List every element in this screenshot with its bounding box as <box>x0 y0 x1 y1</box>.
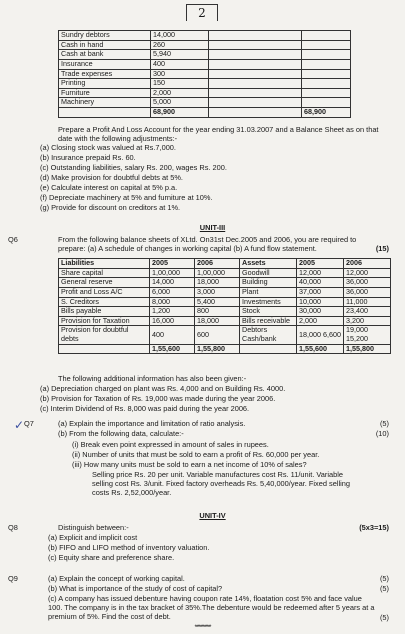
bs-cell: 12,000 <box>344 268 391 278</box>
q6-info-item: (a) Depreciation charged on plant was Rs. 4,000 and on Building Rs. 4000. <box>40 384 286 393</box>
bs-cell: Investments <box>240 297 297 307</box>
tb-credit-cell <box>302 59 351 69</box>
q5-adjustment-item: (b) Insurance prepaid Rs. 60. <box>40 153 136 162</box>
q5-adjustment-item: (f) Depreciate machinery at 5% and furniture at 10%. <box>40 193 213 202</box>
bs-total-cell: 1,55,600 <box>297 344 344 354</box>
tb-debit-cell: 260 <box>151 40 209 50</box>
bs-cell: Bills payable <box>59 307 150 317</box>
tb-debit-cell: 150 <box>151 79 209 89</box>
bs-cell: Stock <box>240 307 297 317</box>
tb-debit-cell: 2,000 <box>151 88 209 98</box>
bs-total-cell: 1,55,600 <box>150 344 195 354</box>
tb-debit-cell: 5,000 <box>151 98 209 108</box>
bs-cell: Plant <box>240 287 297 297</box>
q5-adjustment-item: (g) Provide for discount on creditors at 1%. <box>40 203 181 212</box>
bs-cell: 3,200 <box>344 316 391 326</box>
tb-credit-cell <box>302 31 351 41</box>
q8-item: (b) FIFO and LIFO method of inventory valuation. <box>48 543 210 552</box>
balance-sheet-row <box>59 297 391 307</box>
tb-label-cell: Printing <box>59 79 151 89</box>
bs-cell: 16,000 <box>150 316 195 326</box>
bs-cell: 30,000 <box>297 307 344 317</box>
q6-additional-info: The following additional information has also been given:- <box>58 374 247 383</box>
trial-balance-row <box>59 69 351 79</box>
q6-marks: (15) <box>375 244 389 253</box>
bs-header-cell: 2006 <box>344 259 391 269</box>
q6-text: From the following balance sheets of XLtd. On31st Dec.2005 and 2006, you are required to prepare: (a) A schedule of changes in working capital (b) A fund flow statement. <box>58 235 357 253</box>
bs-cell: 18,000 6,600 <box>297 326 344 344</box>
tb-label-cell: Cash at bank <box>59 50 151 60</box>
bs-cell: 400 <box>150 326 195 344</box>
balance-sheet-row <box>59 307 391 317</box>
bs-cell: 10,000 <box>297 297 344 307</box>
bs-cell: 2,000 <box>297 316 344 326</box>
q9-item-marks: (5) <box>379 574 389 583</box>
end-marker: ************ <box>194 625 211 631</box>
tb-label-cell: Sundry debtors <box>59 31 151 41</box>
tb-credit-label-cell <box>209 31 302 41</box>
tb-credit-label-cell <box>209 40 302 50</box>
trial-balance-total-row <box>59 108 351 118</box>
trial-balance-row <box>59 59 351 69</box>
check-mark-icon: ✓ <box>14 418 25 432</box>
tb-debit-cell: 300 <box>151 69 209 79</box>
q7-subitem: (iii) How many units must be sold to earn a net income of 10% of sales? <box>72 460 307 469</box>
balance-sheet-header-row <box>59 259 391 269</box>
bs-cell: 1,00,000 <box>195 268 240 278</box>
q6-number: Q6 <box>8 235 18 244</box>
q7-number: Q7 <box>24 419 34 428</box>
q8-number: Q8 <box>8 523 18 532</box>
bs-cell: 1,00,000 <box>150 268 195 278</box>
bs-total-cell: 1,55,800 <box>344 344 391 354</box>
bs-total-cell: 1,55,800 <box>195 344 240 354</box>
tb-debit-cell: 400 <box>151 59 209 69</box>
bs-cell: 36,000 <box>344 278 391 288</box>
bs-cell: Provision for doubtful debts <box>59 326 150 344</box>
tb-debit-cell: 5,940 <box>151 50 209 60</box>
trial-balance-row <box>59 79 351 89</box>
tb-label-cell: Trade expenses <box>59 69 151 79</box>
tb-label-cell: Cash in hand <box>59 40 151 50</box>
bs-cell: General reserve <box>59 278 150 288</box>
q9-item-marks: (5) <box>379 584 389 593</box>
tb-total-blank <box>59 108 151 118</box>
trial-balance-row <box>59 88 351 98</box>
q7-part-b-marks: (10) <box>375 429 389 438</box>
q8-marks: (5x3=15) <box>359 523 389 532</box>
bs-cell: Building <box>240 278 297 288</box>
bs-cell: 37,000 <box>297 287 344 297</box>
tb-label-cell: Insurance <box>59 59 151 69</box>
tb-credit-label-cell <box>209 79 302 89</box>
bs-total-blank <box>59 344 150 354</box>
bs-header-cell: 2006 <box>195 259 240 269</box>
trial-balance-row <box>59 31 351 41</box>
page-number: 2 <box>186 4 218 21</box>
bs-cell: Goodwill <box>240 268 297 278</box>
q7-part-a-marks: (5) <box>379 419 389 428</box>
tb-credit-cell <box>302 88 351 98</box>
balance-sheet-row <box>59 278 391 288</box>
bs-cell: 600 <box>195 326 240 344</box>
q7-subitem: (ii) Number of units that must be sold to earn a profit of Rs. 60,000 per year. <box>72 450 320 459</box>
tb-credit-label-cell <box>209 69 302 79</box>
bs-cell: 18,000 <box>195 316 240 326</box>
balance-sheet-row <box>59 326 391 344</box>
bs-cell: 14,000 <box>150 278 195 288</box>
q5-instruction: Prepare a Profit And Loss Account for the year ending 31.03.2007 and a Balance Sheet as on that date with the following adjustments:- <box>58 125 379 143</box>
bs-cell: 40,000 <box>297 278 344 288</box>
balance-sheet-total-row <box>59 344 391 354</box>
bs-cell: 8,000 <box>150 297 195 307</box>
bs-cell: 11,000 <box>344 297 391 307</box>
q7-part-a: (a) Explain the importance and limitation of ratio analysis. <box>58 419 246 428</box>
bs-cell: 23,400 <box>344 307 391 317</box>
bs-cell: 1,200 <box>150 307 195 317</box>
bs-header-cell: Assets <box>240 259 297 269</box>
q5-adjustment-item: (a) Closing stock was valued at Rs.7,000. <box>40 143 176 152</box>
tb-credit-label-cell <box>209 88 302 98</box>
tb-credit-label-cell <box>209 59 302 69</box>
q5-adjustment-item: (c) Outstanding liabilities, salary Rs. 200, wages Rs. 200. <box>40 163 227 172</box>
tb-credit-cell <box>302 40 351 50</box>
unit-3-heading: UNIT-III <box>199 223 226 232</box>
balance-sheet-table <box>58 258 391 354</box>
bs-cell: Share capital <box>59 268 150 278</box>
trial-balance-table <box>58 30 351 118</box>
q5-adjustment-item: (d) Make provision for doubtful debts at 5%. <box>40 173 183 182</box>
q8-text: Distinguish between:- <box>58 523 129 532</box>
q9-item: (a) Explain the concept of working capital. <box>48 574 185 583</box>
q8-item: (c) Equity share and preference share. <box>48 553 175 562</box>
q9-item-marks: (5) <box>379 613 389 622</box>
bs-cell: 800 <box>195 307 240 317</box>
tb-total-credit: 68,900 <box>302 108 351 118</box>
bs-cell: 19,000 15,200 <box>344 326 391 344</box>
q5-adjustment-item: (e) Calculate interest on capital at 5% p.a. <box>40 183 178 192</box>
q6-info-item: (b) Provision for Taxation of Rs. 19,000 was made during the year 2006. <box>40 394 276 403</box>
tb-credit-cell <box>302 50 351 60</box>
bs-cell: 6,000 <box>150 287 195 297</box>
bs-cell: 5,400 <box>195 297 240 307</box>
bs-cell: Profit and Loss A/C <box>59 287 150 297</box>
q9-number: Q9 <box>8 574 18 583</box>
tb-credit-label-cell <box>209 50 302 60</box>
tb-label-cell: Machinery <box>59 98 151 108</box>
tb-credit-cell <box>302 69 351 79</box>
tb-credit-label-cell <box>209 98 302 108</box>
bs-cell: 3,000 <box>195 287 240 297</box>
trial-balance-row <box>59 50 351 60</box>
bs-total-blank <box>240 344 297 354</box>
q8-item: (a) Explicit and implicit cost <box>48 533 138 542</box>
q9-item: (c) A company has issued debenture having coupon rate 14%, floatation cost 5% and face value 100. The company is in the tax bracket of 35%.The debenture would be redeemed after 5 years at a premium of 5%. Find the cost of debt. <box>48 594 375 621</box>
tb-label-cell: Furniture <box>59 88 151 98</box>
bs-cell: Bills receivable <box>240 316 297 326</box>
bs-cell: S. Creditors <box>59 297 150 307</box>
tb-total-blank2 <box>209 108 302 118</box>
q7-data: Selling price Rs. 20 per unit. Variable manufactures cost Rs. 11/unit. Variable selling cost Rs. 3/unit. Fixed factory overheads Rs. 5,40,000/year. Fixed selling costs Rs. 2,52,000/year. <box>92 470 350 497</box>
q7-part-b: (b) From the following data, calculate:- <box>58 429 184 438</box>
bs-header-cell: 2005 <box>150 259 195 269</box>
bs-cell: Provision for Taxation <box>59 316 150 326</box>
bs-cell: Debtors Cash/bank <box>240 326 297 344</box>
tb-debit-cell: 14,000 <box>151 31 209 41</box>
q6-info-item: (c) Interim Dividend of Rs. 8,000 was paid during the year 2006. <box>40 404 250 413</box>
unit-4-heading: UNIT-IV <box>199 511 226 520</box>
tb-total-debit: 68,900 <box>151 108 209 118</box>
balance-sheet-row <box>59 287 391 297</box>
bs-header-cell: Liabilities <box>59 259 150 269</box>
bs-cell: 12,000 <box>297 268 344 278</box>
q9-item: (b) What is importance of the study of cost of capital? <box>48 584 223 593</box>
bs-header-cell: 2005 <box>297 259 344 269</box>
q7-subitem: (i) Break even point expressed in amount of sales in rupees. <box>72 440 269 449</box>
tb-credit-cell <box>302 79 351 89</box>
bs-cell: 36,000 <box>344 287 391 297</box>
bs-cell: 18,000 <box>195 278 240 288</box>
